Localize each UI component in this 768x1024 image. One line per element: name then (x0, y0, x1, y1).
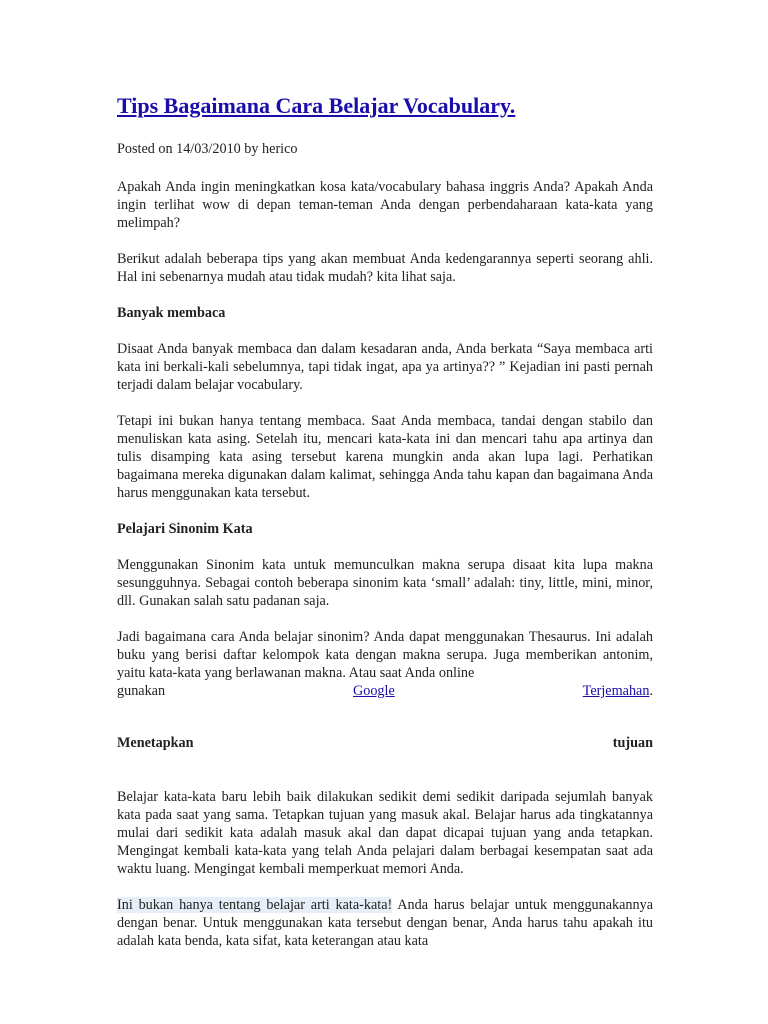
post-meta (117, 140, 653, 158)
intro-paragraph-2: Berikut adalah beberapa tips yang akan membuat Anda kedengarannya seperti seorang ahli. Hal ini sebenarnya mudah atau tidak mudah? kita lihat saja. (117, 251, 653, 285)
heading-sinonim: Pelajari Sinonim Kata (117, 521, 253, 537)
gunakan-word: gunakan (117, 683, 166, 699)
heading-tujuan: tujuan (612, 735, 653, 751)
article-title-link[interactable]: Tips Bagaimana Cara Belajar Vocabulary. (117, 93, 516, 118)
heading-banyak-membaca: Banyak membaca (117, 305, 226, 321)
article-content (117, 92, 653, 950)
tujuan-paragraph-2 (117, 896, 653, 950)
google-translate-line (117, 682, 653, 700)
post-author: herico (262, 141, 298, 157)
membaca-paragraph-2: Tetapi ini bukan hanya tentang membaca. Saat Anda membaca, tandai dengan stabilo dan menuliskan kata asing. Setelah itu, mencari kata-kata ini dan mencari tahu apa artinya dan tulis disamping kata asing tersebut karena mungkin anda akan lupa lagi. Perhatikan bagaimana mereka digunakan dalam kalimat, sehingga Anda tahu kapan dan bagaimana Anda harus menggunakan kata tersebut. (117, 413, 653, 501)
heading-menetapkan-tujuan (117, 734, 653, 752)
tujuan-paragraph-2-rest: Anda harus belajar untuk menggunakannya dengan benar. Untuk menggunakan kata tersebut dengan benar, Anda harus tahu apakah itu adalah kata benda, kata sifat, kata keterangan atau kata (117, 897, 653, 949)
sinonim-paragraph-1: Menggunakan Sinonim kata untuk memunculkan makna serupa disaat kita lupa makna sesungguhnya. Sebagai contoh beberapa sinonim kata ‘small’ adalah: tiny, little, mini, minor, dll. Gunakan salah satu padanan saja. (117, 557, 653, 609)
google-line-period: . (649, 683, 653, 699)
highlighted-sentence: Ini bukan hanya tentang belajar arti kata-kata! (117, 897, 393, 913)
sinonim-paragraph-2: Jadi bagaimana cara Anda belajar sinonim? Anda dapat menggunakan Thesaurus. Ini adalah buku yang berisi daftar kelompok kata dengan makna serupa. Juga memberikan antonim, yaitu kata-kata yang berlawanan makna. Atau saat Anda online (117, 629, 653, 681)
tujuan-paragraph-1: Belajar kata-kata baru lebih baik dilakukan sedikit demi sedikit daripada sejumlah banyak kata pada saat yang sama. Tetapkan tujuan yang masuk akal. Belajar harus ada tingkatannya mulai dari sedikit kata adalah masuk akal dan dapat dicapai tujuan yang anda tetapkan. Mengingat kembali kata-kata yang telah Anda pelajari dalam berbagai kesempatan saat ada waktu luang. Mengingat kembali memperkuat memori Anda. (117, 789, 653, 877)
membaca-paragraph-1: Disaat Anda banyak membaca dan dalam kesadaran anda, Anda berkata “Saya membaca arti kata ini berkali-kali sebelumnya, tapi tidak ingat, apa ya artinya?? ” Kejadian ini pasti pernah terjadi dalam belajar vocabulary. (117, 341, 653, 393)
heading-menetapkan: Menetapkan (117, 735, 194, 751)
intro-paragraph-1: Apakah Anda ingin meningkatkan kosa kata/vocabulary bahasa inggris Anda? Apakah Anda ingin terlihat wow di depan teman-teman Anda dengan perbendaharaan kata-kata yang melimpah? (117, 179, 653, 231)
google-link-part-1[interactable]: Google (352, 683, 395, 699)
post-meta-prefix: Posted on 14/03/2010 by (117, 141, 263, 157)
google-link-part-2[interactable]: Terjemahan (582, 683, 650, 699)
